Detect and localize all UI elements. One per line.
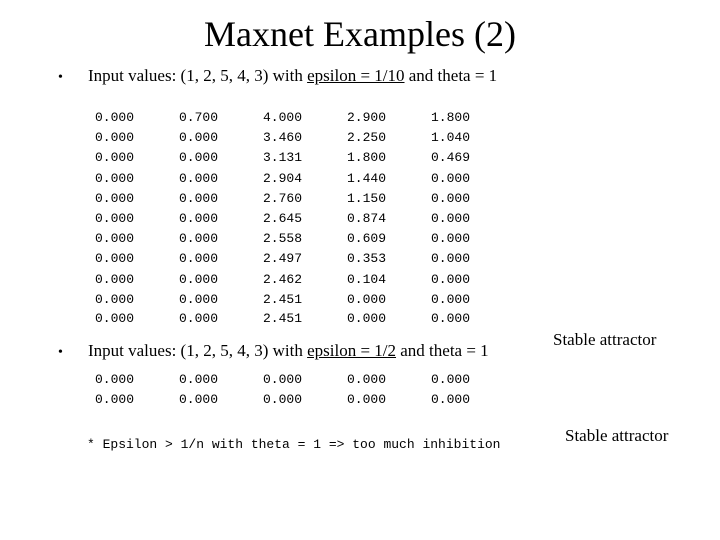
table-cell: 0.000: [347, 372, 387, 387]
table-cell: 0.353: [347, 251, 387, 267]
example1-suffix: and theta = 1: [404, 66, 498, 85]
inhibition-note: * Epsilon > 1/n with theta = 1 => too much inhibition: [87, 437, 501, 452]
table-cell: 0.000: [179, 170, 219, 186]
example2-stable-attractor-label: Stable attractor: [565, 426, 669, 445]
example1-epsilon: epsilon = 1/10: [307, 66, 405, 85]
table-cell: 2.900: [347, 110, 387, 125]
table-cell: 2.645: [263, 210, 303, 226]
table-cell: 1.800: [347, 150, 387, 166]
table-cell: 0.000: [95, 271, 135, 287]
table-row: [95, 189, 515, 209]
table-cell: 0.000: [179, 251, 219, 267]
table-row: [95, 249, 515, 269]
table-cell: 0.000: [95, 392, 135, 408]
table-cell: 1.800: [431, 110, 471, 125]
table-cell: 2.462: [263, 271, 303, 287]
table-row: [95, 148, 515, 168]
table-cell: 0.000: [95, 190, 135, 206]
table-cell: 2.760: [263, 190, 303, 206]
table-cell: 0.700: [179, 110, 219, 125]
table-row: [95, 290, 515, 310]
table-row: [95, 108, 515, 128]
table-cell: 0.000: [179, 150, 219, 166]
example2-epsilon: epsilon = 1/2: [307, 341, 397, 360]
table-cell: 0.104: [347, 271, 387, 287]
table-cell: 0.000: [179, 130, 219, 146]
table-cell: 0.000: [347, 310, 387, 326]
table-cell: 0.469: [431, 150, 471, 166]
table-cell: 2.558: [263, 231, 303, 247]
table-cell: 0.874: [347, 210, 387, 226]
table-cell: 0.000: [179, 210, 219, 226]
table-cell: 0.000: [95, 110, 135, 125]
table-cell: 0.000: [431, 190, 471, 206]
table-row: [95, 390, 515, 410]
table-cell: 0.000: [95, 170, 135, 186]
table-cell: 0.000: [95, 291, 135, 307]
table-cell: 2.451: [263, 310, 303, 326]
table-cell: 0.000: [431, 310, 471, 326]
example2-value-table: [95, 370, 515, 410]
table-row: [95, 229, 515, 249]
table-cell: 0.000: [431, 170, 471, 186]
example1-heading: [58, 65, 497, 89]
example1-stable-attractor-label: Stable attractor: [553, 330, 657, 349]
example2-heading: [58, 340, 489, 364]
table-cell: 0.000: [95, 231, 135, 247]
table-cell: 0.000: [431, 372, 471, 387]
table-cell: 3.460: [263, 130, 303, 146]
table-cell: 0.000: [179, 291, 219, 307]
example1-value-table: [95, 108, 515, 327]
table-cell: 0.000: [431, 392, 471, 408]
table-cell: 2.250: [347, 130, 387, 146]
table-cell: 0.000: [95, 210, 135, 226]
bullet-marker: •: [58, 70, 63, 85]
table-cell: 0.000: [347, 291, 387, 307]
table-cell: 1.150: [347, 190, 387, 206]
table-cell: 0.000: [95, 310, 135, 326]
slide-title: Maxnet Examples (2): [204, 14, 516, 54]
table-cell: 0.000: [431, 291, 471, 307]
table-row: [95, 169, 515, 189]
table-cell: 0.000: [179, 392, 219, 408]
table-cell: 0.000: [95, 372, 135, 387]
table-cell: 0.000: [263, 372, 303, 387]
table-row: [95, 270, 515, 290]
example2-suffix: and theta = 1: [396, 341, 489, 360]
table-row: [95, 209, 515, 229]
table-cell: 0.000: [179, 231, 219, 247]
table-cell: 2.451: [263, 291, 303, 307]
table-cell: 0.000: [347, 392, 387, 408]
table-cell: 0.000: [431, 210, 471, 226]
table-cell: 0.000: [95, 130, 135, 146]
table-cell: 0.000: [431, 271, 471, 287]
table-cell: 0.000: [263, 392, 303, 408]
table-cell: 0.609: [347, 231, 387, 247]
table-row: [95, 310, 515, 327]
table-cell: 1.040: [431, 130, 471, 146]
table-cell: 1.440: [347, 170, 387, 186]
table-row: [95, 370, 515, 390]
table-cell: 0.000: [431, 231, 471, 247]
example1-prefix: Input values: (1, 2, 5, 4, 3) with: [88, 66, 308, 85]
table-cell: 0.000: [95, 150, 135, 166]
table-cell: 2.497: [263, 251, 303, 267]
table-cell: 0.000: [431, 251, 471, 267]
table-cell: 0.000: [179, 271, 219, 287]
bullet-marker: •: [58, 345, 63, 360]
table-cell: 4.000: [263, 110, 303, 125]
table-cell: 0.000: [179, 190, 219, 206]
table-cell: 0.000: [179, 310, 219, 326]
table-cell: 0.000: [95, 251, 135, 267]
table-row: [95, 128, 515, 148]
table-cell: 0.000: [179, 372, 219, 387]
table-cell: 3.131: [263, 150, 303, 166]
table-cell: 2.904: [263, 170, 303, 186]
example2-prefix: Input values: (1, 2, 5, 4, 3) with: [88, 341, 308, 360]
